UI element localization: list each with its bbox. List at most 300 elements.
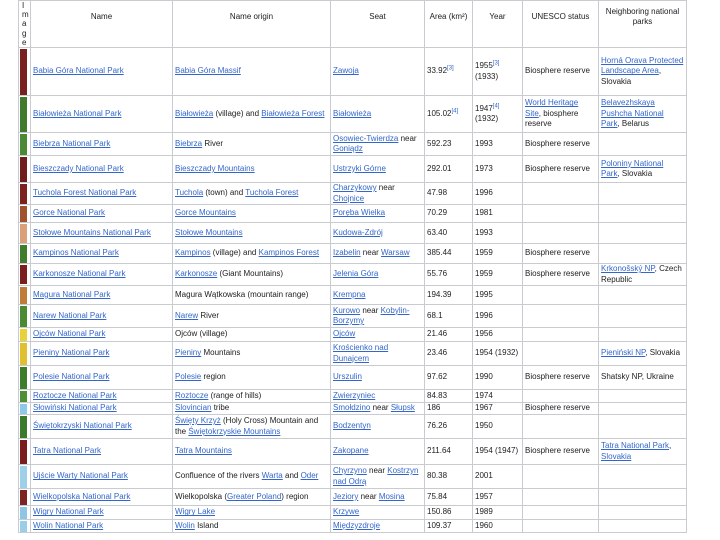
name-origin-link[interactable]: Tatra Mountains	[175, 446, 232, 456]
area-value: 68.1	[427, 310, 443, 320]
image-cell	[19, 506, 31, 520]
park-name-link[interactable]: Świętokrzyski National Park	[33, 421, 132, 431]
year-cell	[473, 390, 523, 403]
column-header-label: Neighboring national parks	[605, 6, 680, 26]
year-value: 1996	[475, 188, 493, 198]
area-cell	[425, 328, 473, 342]
seat-link[interactable]: Kurowo	[333, 305, 361, 315]
park-image-thumbnail[interactable]	[20, 490, 27, 505]
table-row	[19, 183, 687, 205]
image-cell	[19, 520, 31, 533]
table-row	[19, 403, 687, 415]
seat-link[interactable]: Krzywe	[333, 507, 360, 517]
column-header-year	[473, 1, 523, 48]
name-origin-cell	[173, 506, 331, 520]
park-name-cell	[31, 205, 173, 223]
name-origin-link[interactable]: Karkonosze	[175, 269, 218, 279]
column-header-label: UNESCO status	[531, 11, 590, 21]
unesco-status-text: Biosphere reserve	[525, 163, 590, 173]
area-cell	[425, 520, 473, 533]
seat-cell	[331, 264, 425, 286]
park-image-thumbnail[interactable]	[20, 343, 27, 365]
seat-link[interactable]: Mosina	[378, 491, 405, 501]
park-name-link[interactable]: Wielkopolska National Park	[33, 491, 131, 501]
image-cell	[19, 465, 31, 489]
name-origin-text: Confluence of the rivers	[175, 471, 262, 481]
image-cell	[19, 223, 31, 244]
seat-link[interactable]: Krościenko nad Dunajcem	[333, 343, 389, 363]
park-image-thumbnail[interactable]	[20, 157, 27, 182]
neighboring-park-link[interactable]: Krkonošský NP	[601, 264, 655, 273]
image-cell	[19, 489, 31, 506]
name-origin-text: region	[201, 372, 226, 382]
neighboring-parks-cell	[599, 96, 687, 133]
area-cell	[425, 506, 473, 520]
park-name-cell	[31, 286, 173, 305]
area-value: 105.02	[427, 108, 452, 118]
unesco-status-cell	[523, 156, 599, 183]
seat-link[interactable]: Zwierzyniec	[333, 390, 376, 400]
seat-link[interactable]: Urszulin	[333, 372, 362, 382]
unesco-status-cell	[523, 328, 599, 342]
neighboring-park-link[interactable]: Tatra National Park	[601, 441, 670, 450]
neighboring-parks-cell	[599, 342, 687, 366]
name-origin-link[interactable]: Białowieża Forest	[261, 108, 325, 118]
seat-link[interactable]: Zakopane	[333, 446, 369, 456]
column-header-label: Name origin	[229, 11, 274, 21]
area-value: 109.37	[427, 520, 452, 530]
neighboring-park-text: Shatsky NP, Ukraine	[601, 372, 674, 382]
year-cell	[473, 48, 523, 96]
area-cell	[425, 48, 473, 96]
year-cell	[473, 133, 523, 156]
neighboring-parks-cell	[599, 305, 687, 328]
neighboring-parks-cell	[599, 390, 687, 403]
column-header-unesco-status	[523, 1, 599, 48]
park-name-link[interactable]: Stołowe Mountains National Park	[33, 227, 151, 237]
seat-text: near	[358, 491, 379, 501]
park-name-link[interactable]: Słowiński National Park	[33, 403, 117, 413]
year-footnote[interactable]: [4]	[492, 102, 500, 109]
year-value: 1954 (1932)	[475, 348, 519, 358]
neighboring-parks-cell	[599, 205, 687, 223]
area-cell	[425, 390, 473, 403]
park-image-thumbnail[interactable]	[20, 466, 27, 488]
name-origin-cell	[173, 465, 331, 489]
seat-link[interactable]: Jelenia Góra	[333, 269, 379, 279]
park-image-thumbnail[interactable]	[20, 404, 27, 414]
park-image-thumbnail[interactable]	[20, 416, 27, 438]
year-value: 1957	[475, 491, 493, 501]
area-cell	[425, 183, 473, 205]
name-origin-link[interactable]: Biebrza	[175, 138, 203, 148]
image-cell	[19, 439, 31, 465]
name-origin-cell	[173, 183, 331, 205]
park-name-cell	[31, 156, 173, 183]
area-cell	[425, 156, 473, 183]
year-note: (1933)	[475, 71, 499, 81]
name-origin-text: Island	[194, 520, 219, 530]
name-origin-link[interactable]: Świętokrzyskie Mountains	[188, 426, 281, 436]
year-cell	[473, 96, 523, 133]
park-image-thumbnail[interactable]	[20, 329, 27, 341]
seat-link[interactable]: Kostrzyn nad Odrą	[333, 466, 419, 486]
seat-text: near	[366, 466, 388, 475]
year-cell	[473, 156, 523, 183]
park-name-link[interactable]: Wolin National Park	[33, 520, 104, 530]
name-origin-text: Ojców (village)	[175, 329, 228, 339]
table-row	[19, 48, 687, 96]
image-cell	[19, 403, 31, 415]
unesco-status-cell	[523, 305, 599, 328]
park-name-link[interactable]: Ujście Warty National Park	[33, 471, 128, 481]
seat-text: near	[398, 133, 417, 143]
seat-text: near	[360, 248, 382, 258]
seat-cell	[331, 489, 425, 506]
year-cell	[473, 286, 523, 305]
table-row	[19, 390, 687, 403]
seat-cell	[331, 403, 425, 415]
park-name-cell	[31, 223, 173, 244]
area-cell	[425, 366, 473, 390]
park-name-link[interactable]: Biebrza National Park	[33, 138, 111, 148]
area-cell	[425, 403, 473, 415]
seat-cell	[331, 506, 425, 520]
neighboring-park-link[interactable]: Slovakia	[601, 451, 632, 461]
seat-link[interactable]: Izabelin	[333, 248, 361, 258]
name-origin-cell	[173, 205, 331, 223]
unesco-status-text: Biosphere reserve	[525, 138, 590, 148]
seat-cell	[331, 439, 425, 465]
neighboring-park-link[interactable]: Belavezhskaya Pushcha National Park	[601, 98, 664, 129]
seat-cell	[331, 96, 425, 133]
year-cell	[473, 366, 523, 390]
seat-link[interactable]: Smołdzino	[333, 403, 371, 413]
unesco-status-text: Biosphere reserve	[525, 446, 590, 456]
area-value: 80.38	[427, 471, 448, 481]
area-value: 76.26	[427, 421, 448, 431]
table-row	[19, 328, 687, 342]
neighboring-parks-cell	[599, 465, 687, 489]
name-origin-link[interactable]: Białowieża	[175, 108, 214, 118]
name-origin-link[interactable]: Babia Góra Massif	[175, 66, 241, 76]
name-origin-link[interactable]: Stołowe Mountains	[175, 227, 243, 237]
name-origin-cell	[173, 328, 331, 342]
park-name-link[interactable]: Babia Góra National Park	[33, 66, 124, 76]
unesco-status-text: Biosphere reserve	[525, 403, 590, 413]
park-image-thumbnail[interactable]	[20, 391, 27, 402]
unesco-status-link[interactable]: World Heritage Site	[525, 98, 579, 118]
name-origin-link[interactable]: Gorce Mountains	[175, 208, 236, 218]
name-origin-link[interactable]: Narew	[175, 310, 199, 320]
area-cell	[425, 286, 473, 305]
area-footnote[interactable]: [4]	[451, 108, 459, 115]
park-name-link[interactable]: Wigry National Park	[33, 507, 104, 517]
park-name-cell	[31, 489, 173, 506]
park-name-link[interactable]: Ojców National Park	[33, 329, 106, 339]
name-origin-cell	[173, 96, 331, 133]
neighboring-parks-cell	[599, 415, 687, 439]
park-image-thumbnail[interactable]	[20, 206, 27, 222]
seat-link[interactable]: Zawoja	[333, 66, 359, 76]
year-note: (1932)	[475, 114, 499, 123]
seat-link[interactable]: Warsaw	[381, 248, 410, 258]
seat-text: near	[376, 183, 395, 192]
name-origin-text: (village) and	[210, 248, 259, 258]
seat-cell	[331, 328, 425, 342]
area-cell	[425, 305, 473, 328]
name-origin-cell	[173, 439, 331, 465]
name-origin-link[interactable]: Roztocze	[175, 390, 209, 400]
seat-cell	[331, 48, 425, 96]
year-value: 1981	[475, 208, 493, 218]
name-origin-text: (Holy Cross) Mountain and the	[175, 416, 319, 436]
area-value: 592.23	[427, 138, 452, 148]
table-body	[19, 48, 687, 533]
table-row	[19, 264, 687, 286]
unesco-status-cell	[523, 465, 599, 489]
name-origin-link[interactable]: Slovincian	[175, 403, 212, 413]
park-name-cell	[31, 305, 173, 328]
neighboring-park-text: ,	[669, 441, 672, 450]
year-cell	[473, 415, 523, 439]
year-cell	[473, 328, 523, 342]
year-value: 1955	[475, 61, 493, 70]
park-image-thumbnail[interactable]	[20, 245, 27, 263]
unesco-status-text: Biosphere reserve	[525, 372, 590, 382]
park-image-thumbnail[interactable]	[20, 367, 27, 389]
neighboring-parks-cell	[599, 366, 687, 390]
park-name-link[interactable]: Kampinos National Park	[33, 248, 119, 258]
seat-text: near	[360, 305, 381, 315]
park-name-link[interactable]: Roztocze National Park	[33, 390, 117, 400]
unesco-status-cell	[523, 439, 599, 465]
park-name-cell	[31, 328, 173, 342]
park-name-cell	[31, 506, 173, 520]
name-origin-link[interactable]: Tuchola	[175, 188, 204, 198]
name-origin-text: (Giant Mountains)	[217, 269, 284, 279]
seat-link[interactable]: Krempna	[333, 289, 366, 299]
park-image-thumbnail[interactable]	[20, 306, 27, 327]
column-header-image	[19, 1, 31, 48]
name-origin-link[interactable]: Kampinos Forest	[258, 248, 320, 258]
seat-cell	[331, 286, 425, 305]
seat-link[interactable]: Chojnice	[333, 193, 365, 203]
park-image-thumbnail[interactable]	[20, 287, 27, 304]
column-header-label: Image	[22, 1, 29, 47]
seat-link[interactable]: Kobylin-Borzymy	[333, 305, 410, 325]
seat-link[interactable]: Słupsk	[390, 403, 415, 413]
park-name-link[interactable]: Tuchola Forest National Park	[33, 188, 137, 198]
seat-link[interactable]: Jeziory	[333, 491, 359, 501]
neighboring-park-text: , Czech Republic	[601, 264, 682, 284]
area-value: 63.40	[427, 227, 448, 237]
park-image-thumbnail[interactable]	[20, 97, 27, 132]
image-cell	[19, 305, 31, 328]
seat-link[interactable]: Międzyzdroje	[333, 520, 381, 530]
area-value: 75.84	[427, 491, 448, 501]
seat-link[interactable]: Poręba Wielka	[333, 208, 386, 218]
area-value: 23.46	[427, 348, 448, 358]
name-origin-link[interactable]: Wigry Lake	[175, 507, 216, 517]
seat-link[interactable]: Goniądz	[333, 144, 363, 153]
neighboring-parks-cell	[599, 328, 687, 342]
column-header-label: Area (km²)	[429, 11, 468, 21]
park-image-thumbnail[interactable]	[20, 265, 27, 284]
name-origin-cell	[173, 48, 331, 96]
column-header-label: Seat	[369, 11, 386, 21]
table-row	[19, 156, 687, 183]
name-origin-cell	[173, 390, 331, 403]
year-value: 1995	[475, 289, 493, 299]
year-cell	[473, 264, 523, 286]
year-cell	[473, 489, 523, 506]
name-origin-link[interactable]: Bieszczady Mountains	[175, 163, 255, 173]
year-footnote[interactable]: [3]	[492, 60, 500, 67]
neighboring-parks-cell	[599, 264, 687, 286]
year-cell	[473, 183, 523, 205]
name-origin-link[interactable]: Polesie	[175, 372, 202, 382]
image-cell	[19, 415, 31, 439]
park-name-cell	[31, 366, 173, 390]
park-image-thumbnail[interactable]	[20, 134, 27, 155]
name-origin-link[interactable]: Kampinos	[175, 248, 211, 258]
year-value: 1974	[475, 390, 493, 400]
seat-link[interactable]: Ustrzyki Górne	[333, 163, 386, 173]
park-name-cell	[31, 133, 173, 156]
park-name-link[interactable]: Białowieża National Park	[33, 108, 122, 118]
year-value: 1996	[475, 310, 493, 320]
park-image-thumbnail[interactable]	[20, 521, 27, 532]
area-cell	[425, 342, 473, 366]
neighboring-parks-cell	[599, 520, 687, 533]
image-cell	[19, 244, 31, 264]
seat-link[interactable]: Chyrzyno	[333, 466, 367, 475]
column-header-label: Year	[489, 11, 506, 21]
seat-cell	[331, 223, 425, 244]
unesco-status-cell	[523, 244, 599, 264]
seat-cell	[331, 415, 425, 439]
year-value: 1989	[475, 507, 493, 517]
year-value: 1947	[475, 103, 493, 113]
park-name-link[interactable]: Pieniny National Park	[33, 348, 110, 358]
area-cell	[425, 465, 473, 489]
seat-cell	[331, 465, 425, 489]
neighboring-parks-cell	[599, 223, 687, 244]
park-name-cell	[31, 342, 173, 366]
table-row	[19, 489, 687, 506]
park-name-cell	[31, 264, 173, 286]
seat-cell	[331, 390, 425, 403]
park-name-link[interactable]: Magura National Park	[33, 289, 111, 299]
year-value: 2001	[475, 471, 493, 481]
year-value: 1993	[475, 138, 493, 148]
year-value: 1950	[475, 421, 493, 431]
unesco-status-cell	[523, 48, 599, 96]
park-name-link[interactable]: Gorce National Park	[33, 208, 106, 218]
neighboring-park-link[interactable]: Poloniny National Park	[601, 158, 664, 178]
name-origin-link[interactable]: Tuchola Forest	[245, 188, 299, 198]
name-origin-cell	[173, 520, 331, 533]
neighboring-park-text: , Slovakia	[617, 169, 653, 178]
image-cell	[19, 183, 31, 205]
seat-cell	[331, 366, 425, 390]
table-row	[19, 366, 687, 390]
neighboring-parks-cell	[599, 183, 687, 205]
seat-link[interactable]: Kudowa-Zdrój	[333, 227, 383, 237]
neighboring-parks-cell	[599, 403, 687, 415]
name-origin-cell	[173, 415, 331, 439]
year-cell	[473, 244, 523, 264]
neighboring-parks-cell	[599, 286, 687, 305]
column-header-seat	[331, 1, 425, 48]
name-origin-link[interactable]: Oder	[300, 471, 319, 481]
image-cell	[19, 366, 31, 390]
seat-link[interactable]: Bodzentyn	[333, 421, 371, 431]
area-cell	[425, 133, 473, 156]
seat-link[interactable]: Osowiec-Twierdza	[333, 133, 399, 143]
name-origin-text: tribe	[211, 403, 230, 413]
seat-link[interactable]: Charzykowy	[333, 183, 377, 192]
neighboring-park-text: , Slovakia	[645, 348, 681, 358]
table-row	[19, 520, 687, 533]
park-name-link[interactable]: Polesie National Park	[33, 372, 110, 382]
name-origin-cell	[173, 156, 331, 183]
park-name-cell	[31, 439, 173, 465]
year-cell	[473, 403, 523, 415]
name-origin-cell	[173, 403, 331, 415]
image-cell	[19, 342, 31, 366]
park-name-link[interactable]: Bieszczady National Park	[33, 163, 124, 173]
seat-cell	[331, 183, 425, 205]
table-row	[19, 96, 687, 133]
area-value: 70.29	[427, 208, 448, 218]
name-origin-cell	[173, 244, 331, 264]
name-origin-link[interactable]: Warta	[261, 471, 283, 481]
park-name-link[interactable]: Tatra National Park	[33, 446, 102, 456]
table-row	[19, 223, 687, 244]
neighboring-park-link[interactable]: Horná Orava Protected Landscape Area	[601, 55, 684, 76]
unesco-status-text: , biosphere reserve	[525, 108, 579, 129]
name-origin-link[interactable]: Pieniny	[175, 348, 202, 358]
park-image-thumbnail[interactable]	[20, 224, 27, 243]
unesco-status-cell	[523, 264, 599, 286]
unesco-status-cell	[523, 489, 599, 506]
area-value: 385.44	[427, 248, 452, 258]
park-name-cell	[31, 183, 173, 205]
year-cell	[473, 520, 523, 533]
neighboring-park-link[interactable]: Pieniński NP	[601, 348, 646, 358]
name-origin-text: ) region	[281, 491, 309, 501]
seat-cell	[331, 244, 425, 264]
park-image-thumbnail[interactable]	[20, 440, 27, 464]
column-header-name	[31, 1, 173, 48]
park-image-thumbnail[interactable]	[20, 507, 27, 519]
park-image-thumbnail[interactable]	[20, 49, 27, 95]
name-origin-link[interactable]: Greater Poland	[227, 491, 282, 501]
seat-link[interactable]: Białowieża	[333, 108, 372, 118]
unesco-status-cell	[523, 403, 599, 415]
area-footnote[interactable]: [3]	[447, 65, 454, 72]
name-origin-cell	[173, 342, 331, 366]
park-name-link[interactable]: Karkonosze National Park	[33, 269, 126, 279]
area-value: 211.64	[427, 446, 451, 456]
name-origin-link[interactable]: Wolin	[175, 520, 195, 530]
name-origin-link[interactable]: Święty Krzyż	[175, 416, 221, 425]
park-name-link[interactable]: Narew National Park	[33, 310, 107, 320]
park-image-thumbnail[interactable]	[20, 184, 27, 204]
seat-link[interactable]: Ojców	[333, 329, 356, 339]
